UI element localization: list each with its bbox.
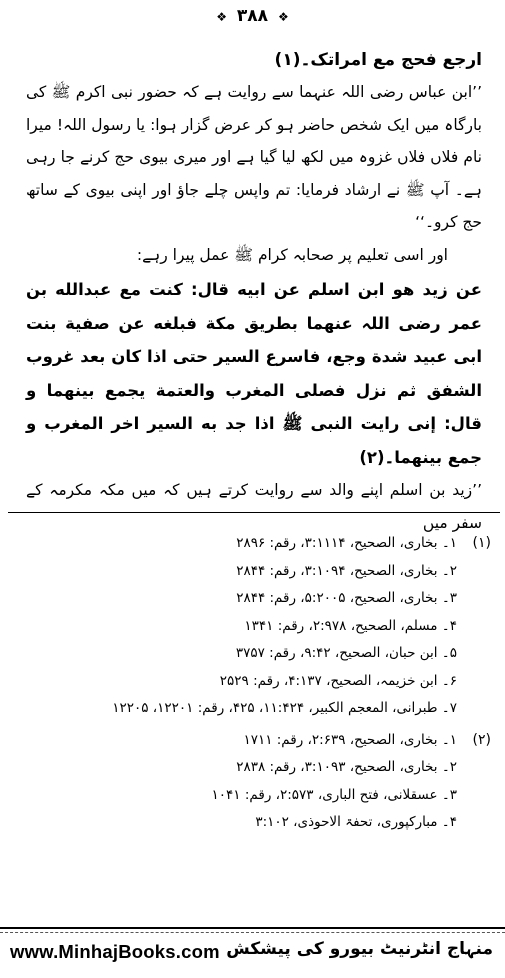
references bbox=[21, 530, 491, 841]
reference-group-1 bbox=[21, 530, 491, 723]
reference-group-2 bbox=[21, 727, 491, 837]
footnote-divider bbox=[8, 512, 500, 513]
reference-marker: (۱) bbox=[472, 535, 491, 551]
ornament-right-icon: ❖ bbox=[277, 10, 289, 24]
reference-item: ۴۔ مبارکپوری، تحفۃ الاحوذی، ۳:۱۰۲ bbox=[255, 814, 457, 830]
reference-item: ۴۔ مسلم، الصحیح، ۲:۹۷۸، رقم: ۱۳۴۱ bbox=[244, 617, 457, 634]
reference-item: ۳۔ عسقلانی، فتح الباری، ۲:۵۷۳، رقم: ۱۰۴۱ bbox=[211, 786, 457, 803]
reference-item: ۳۔ بخاری، الصحیح، ۵:۲۰۰۵، رقم: ۲۸۴۴ bbox=[236, 590, 457, 606]
footer-rule bbox=[0, 927, 505, 933]
companions-note: اور اسی تعلیم پر صحابہ کرام ﷺ عمل پیرا رہے: bbox=[136, 245, 448, 264]
footer bbox=[0, 934, 505, 974]
reference-marker: (۲) bbox=[472, 731, 491, 748]
page-number-value: ۳۸۸ bbox=[236, 6, 269, 26]
footer-website-link[interactable]: www.MinhajBooks.com bbox=[10, 941, 220, 962]
reference-item: ۱۔ بخاری، الصحیح، ۲:۶۳۹، رقم: ۱۷۱۱ bbox=[243, 731, 457, 748]
reference-item: ۱۔ بخاری، الصحیح، ۳:۱۱۱۴، رقم: ۲۸۹۶ bbox=[236, 535, 457, 551]
reference-item: ۲۔ بخاری، الصحیح، ۳:۱۰۹۳، رقم: ۲۸۳۸ bbox=[236, 759, 457, 775]
page-number bbox=[0, 6, 505, 26]
reference-item: ۵۔ ابن حبان، الصحیح، ۹:۴۲، رقم: ۳۷۵۷ bbox=[235, 645, 457, 661]
hadith-translation-1: ’’ابن عباس رضی اللہ عنہما سے روایت ہے کہ حضور نبی اکرم ﷺ کی بارگاہ میں ایک شخص حاضر ہو کر عرض گزار ہوا: یا رسول اللہ! میرا نام فلاں فلاں غزوہ میں لکھ لیا گیا ہے اور میری بیوی حج کرنے جا رہی ہے۔ آپ ﷺ نے ارشاد فرمایا: تم واپس چلے جاؤ اور اپنی بیوی کے ساتھ حج کرو۔‘‘ bbox=[26, 83, 482, 231]
hadith-translation-2: ’’زید بن اسلم اپنے والد سے روایت کرتے ہیں کہ میں مکہ مکرمہ کے سفر میں bbox=[26, 481, 482, 532]
arabic-hadith: عن زيد هو ابن اسلم عن ابيه قال: كنت مع عبدالله بن عمر رضی اللہ عنهما بطريق مكة فبلغه عن صفية بنت ابی عبيد شدة وجع، فاسرع السير حتى اذا كان بعد غروب الشفق ثم نزل فصلى المغرب والعتمة يجمع بينهما و قال: إنی رايت النبی ﷺ اذا جد به السير اخر المغرب و جمع بينهما۔(۲) bbox=[26, 280, 482, 467]
reference-item: ۲۔ بخاری، الصحیح، ۳:۱۰۹۴، رقم: ۲۸۴۴ bbox=[236, 562, 457, 579]
section-heading: ارجع فحج مع امراتک۔(۱) bbox=[274, 50, 482, 70]
reference-item: ۷۔ طبرانی، المعجم الکبیر، ۱۱:۴۲۴، ۴۲۵، رقم: ۱۲۲۰۱، ۱۲۲۰۵ bbox=[112, 700, 457, 716]
reference-item: ۶۔ ابن خزیمہ، الصحیح، ۴:۱۳۷، رقم: ۲۵۲۹ bbox=[219, 672, 457, 689]
ornament-left-icon: ❖ bbox=[216, 10, 227, 24]
main-text bbox=[26, 44, 482, 539]
footer-credit: منہاج انٹرنیٹ بیورو کی پیشکش bbox=[226, 939, 493, 959]
